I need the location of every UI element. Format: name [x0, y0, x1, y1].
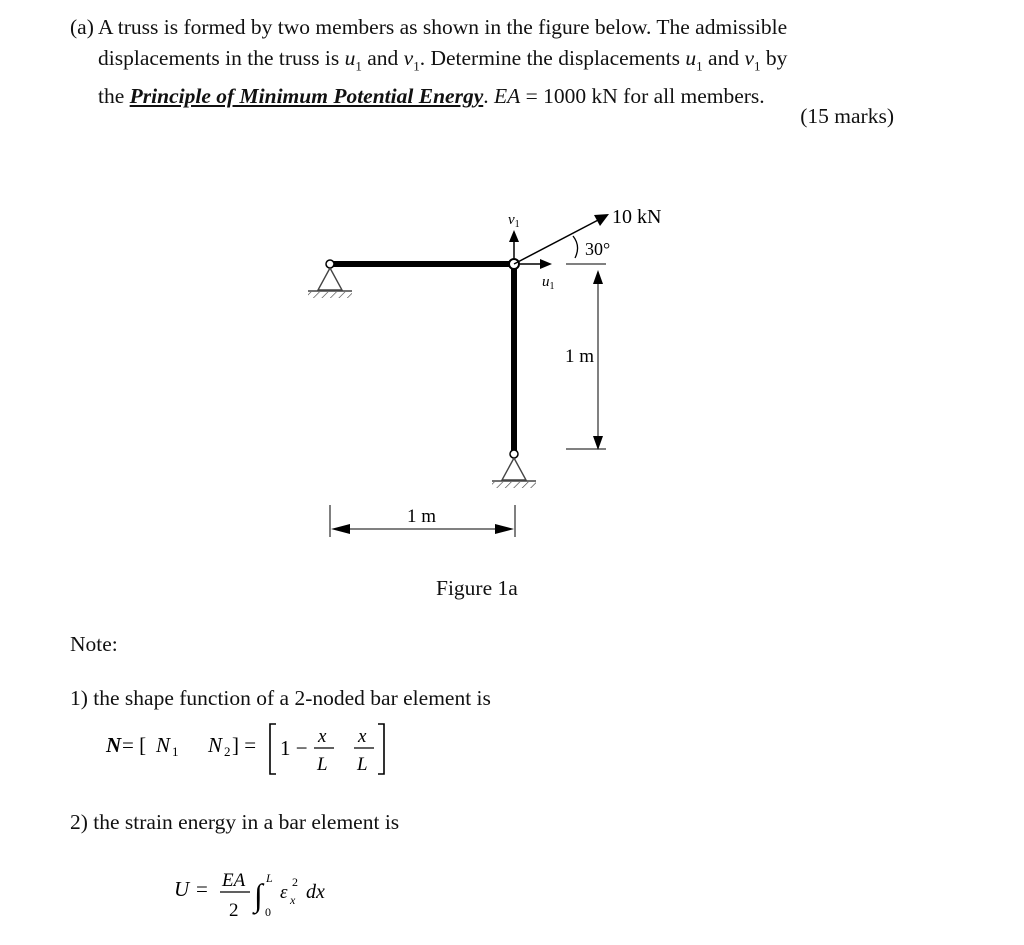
bottom-pin-support: [492, 450, 536, 488]
eq1-frac2-den: L: [357, 754, 368, 775]
eq1-frac1-den: L: [317, 754, 328, 775]
eq1-close: ] =: [232, 733, 257, 757]
var-u: u: [344, 46, 356, 70]
text-fragment: by: [760, 46, 788, 70]
strain-energy-equation: [170, 862, 370, 928]
question-line-1: (a) A truss is formed by two members as shown in the figure below. The admissible: [70, 15, 788, 39]
eq1-one-minus: 1 −: [280, 736, 308, 760]
angle-arc: [573, 236, 578, 258]
eq2-two: 2: [229, 900, 239, 921]
sub-1: 1: [754, 58, 761, 74]
eq1-N: N: [106, 733, 122, 757]
eq2-upper: L: [266, 871, 273, 885]
shape-function-equation: [100, 718, 400, 780]
eq2-eps: ε: [280, 882, 288, 903]
text-fragment: the: [98, 84, 130, 109]
u1-arrow: [520, 259, 552, 269]
eq2-EA: EA: [222, 870, 246, 891]
v1-label: $v_1$: [508, 212, 520, 230]
u1-label: $u_1$: [542, 274, 555, 292]
text-fragment: displacements in the truss is: [98, 46, 345, 70]
note-item-1: 1) the shape function of a 2-noded bar element is: [70, 686, 491, 710]
figure-caption: Figure 1a: [436, 576, 518, 600]
eq2-eps-sup: 2: [292, 875, 298, 889]
eq1-frac2-num: x: [358, 726, 367, 747]
text-fragment: .: [483, 84, 494, 109]
method-name: Principle of Minimum Potential Energy: [129, 84, 484, 109]
eq2-dx: dx: [306, 881, 325, 903]
var-u: u: [685, 46, 697, 70]
sub-1: 1: [696, 58, 703, 74]
note-title: Note:: [70, 632, 118, 656]
eq2-eq: =: [196, 877, 208, 901]
var-v: v: [403, 46, 414, 70]
eq2-U: U: [174, 877, 190, 901]
angle-label: 30°: [585, 239, 611, 259]
marks-label: (15 marks): [800, 104, 894, 128]
note-item-2: 2) the strain energy in a bar element is: [70, 810, 400, 834]
sub-1: 1: [413, 58, 420, 74]
text-fragment: . Determine the displacements: [419, 46, 686, 70]
var-v: v: [744, 46, 754, 70]
eq2-lower: 0: [265, 905, 271, 919]
eq1-N2: N: [208, 733, 223, 757]
eq1-N2-sub: 2: [224, 744, 231, 759]
integral-sign: ∫: [254, 877, 263, 913]
eq1-N1: N: [156, 733, 171, 757]
v1-arrow: [509, 230, 519, 258]
sub-1: 1: [355, 58, 362, 74]
vertical-dim-label: 1 m: [565, 346, 595, 367]
load-label: 10 kN: [612, 206, 662, 228]
var-ea: EA: [493, 84, 521, 109]
text-fragment: and: [361, 46, 404, 70]
eq1-N1-sub: 1: [172, 744, 179, 759]
horizontal-dim-label: 1 m: [407, 506, 437, 527]
eq2-eps-sub: x: [290, 893, 296, 907]
text-fragment: and: [702, 46, 745, 70]
text-fragment: = 1000 kN for all members.: [520, 84, 765, 109]
eq1-eq: = [: [122, 733, 147, 757]
eq1-frac1-num: x: [318, 726, 327, 747]
